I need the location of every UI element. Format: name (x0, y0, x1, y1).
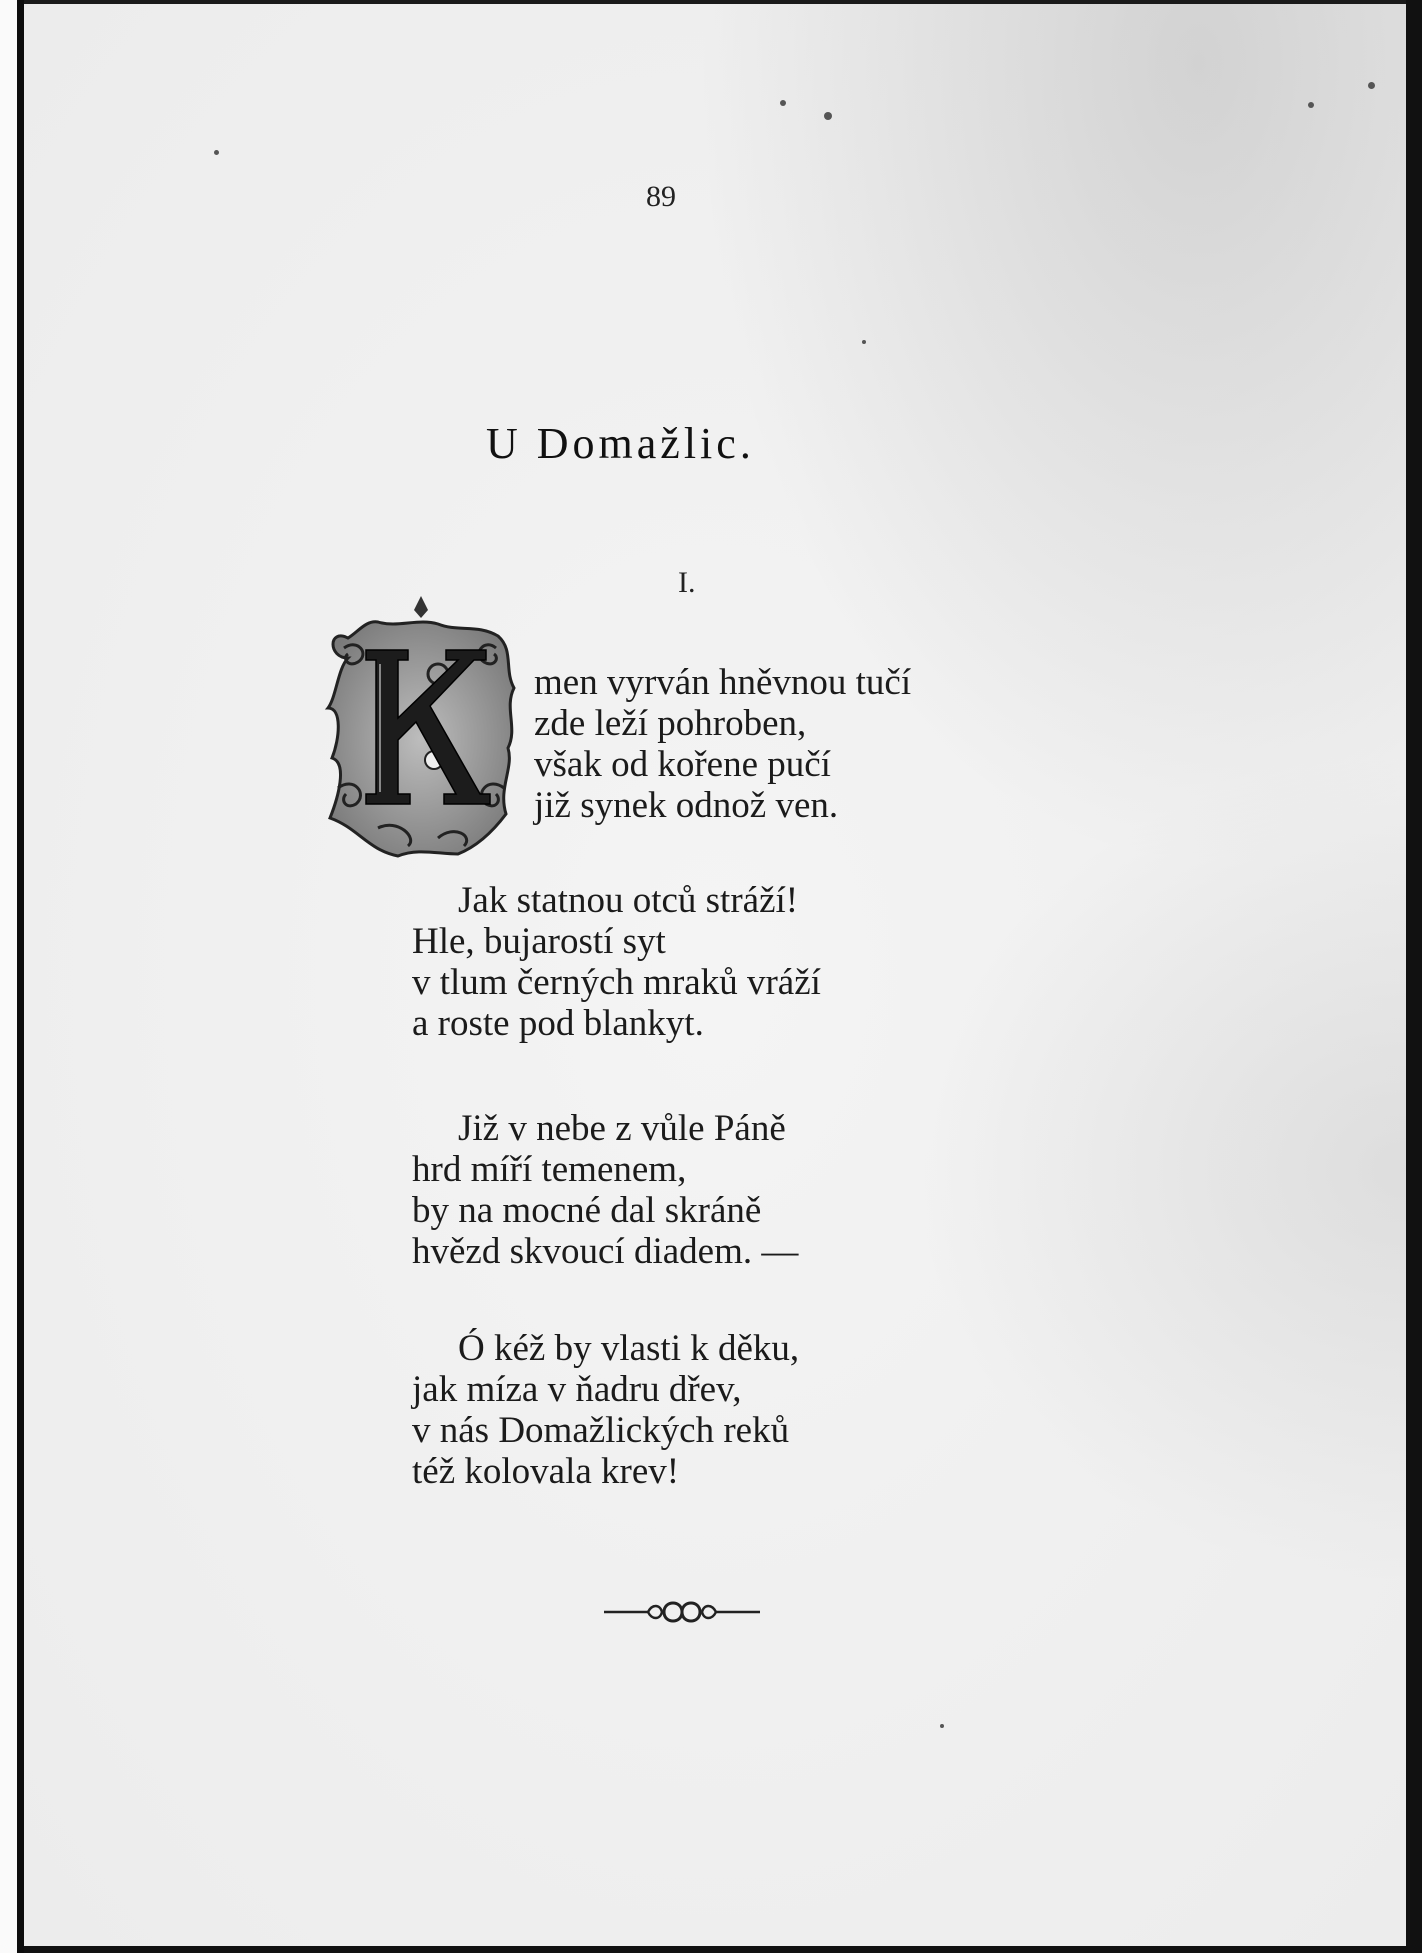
verse-line: men vyrván hněvnou tučí (534, 662, 912, 703)
stanza-3 (412, 1108, 798, 1272)
stanza-4 (412, 1328, 799, 1492)
ink-speck (1308, 102, 1314, 108)
verse-line: by na mocné dal skráně (412, 1190, 762, 1231)
ornate-dropcap (318, 588, 524, 864)
ink-speck (780, 100, 786, 106)
poem-title: U Domažlic. (486, 419, 755, 468)
verse-line: v tlum černých mraků vráží (412, 962, 821, 1003)
section-number: I. (678, 566, 696, 599)
stanza-1 (534, 662, 911, 826)
ink-speck (214, 150, 219, 155)
ink-speck (862, 340, 866, 344)
verse-line: Hle, bujarostí syt (412, 921, 666, 962)
verse-line: a roste pod blankyt. (412, 1003, 704, 1044)
verse-line: Ó kéž by vlasti k děku, (458, 1328, 800, 1369)
verse-line: též kolovala krev! (412, 1451, 680, 1492)
verse-line: v nás Domažlických reků (412, 1410, 790, 1451)
page-number: 89 (646, 180, 676, 213)
stanza-2 (412, 880, 821, 1044)
ink-speck (1368, 82, 1375, 89)
page-binding-edge (0, 0, 24, 1953)
verse-line: Jak statnou otců stráží! (458, 880, 799, 921)
ink-speck (940, 1724, 944, 1728)
verse-line: hvězd skvoucí diadem. — (412, 1231, 799, 1272)
ink-speck (824, 112, 832, 120)
verse-line: však od kořene pučí (534, 744, 831, 785)
end-ornament-icon (602, 1594, 762, 1630)
verse-line: zde leží pohroben, (534, 703, 807, 744)
verse-line: hrd míří temenem, (412, 1149, 687, 1190)
verse-line: jak míza v ňadru dřev, (412, 1369, 742, 1410)
verse-line: již synek odnož ven. (534, 785, 839, 826)
verse-line: Již v nebe z vůle Páně (458, 1108, 786, 1149)
